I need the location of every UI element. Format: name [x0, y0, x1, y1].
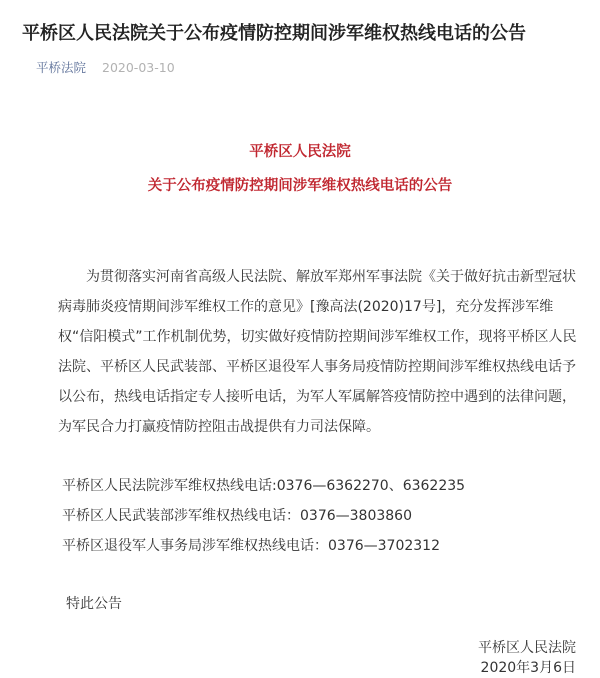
account-name-link[interactable]: 平桥法院 — [36, 60, 87, 75]
hotline-court: 平桥区人民法院涉军维权热线电话:0376—6362270、6362235 — [62, 478, 466, 494]
article-meta — [36, 60, 175, 76]
hotline-armed-forces: 平桥区人民武装部涉军维权热线电话：0376—3803860 — [62, 508, 412, 524]
closing-statement: 特此公告 — [66, 596, 122, 612]
notice-heading-title: 关于公布疫情防控期间涉军维权热线电话的公告 — [147, 178, 453, 194]
signature-date: 2020年3月6日 — [480, 660, 576, 676]
hotline-veterans-bureau: 平桥区退役军人事务局涉军维权热线电话：0376—3702312 — [62, 538, 440, 554]
notice-heading-org: 平桥区人民法院 — [249, 144, 351, 160]
notice-body-paragraph: 为贯彻落实河南省高级人民法院、解放军郑州军事法院《关于做好抗击新型冠状病毒肺炎疫情期间涉军维权工作的意见》[豫高法(2020)17号]，充分发挥涉军维权“信阳模式”工作机制优势，切实做好疫情防控期间涉军维权工作，现将平桥区人民法院、平桥区人民武装部、平桥区退役军人事务局疫情防控期间涉军维权热线电话予以公布，热线电话指定专人接听电话，为军人军属解答疫情防控中遇到的法律问题，为军民合力打赢疫情防控阻击战提供有力司法保障。 — [58, 269, 577, 435]
page-title: 平桥区人民法院关于公布疫情防控期间涉军维权热线电话的公告 — [22, 23, 526, 44]
signature-org: 平桥区人民法院 — [478, 640, 576, 656]
publish-date: 2020-03-10 — [102, 60, 175, 75]
